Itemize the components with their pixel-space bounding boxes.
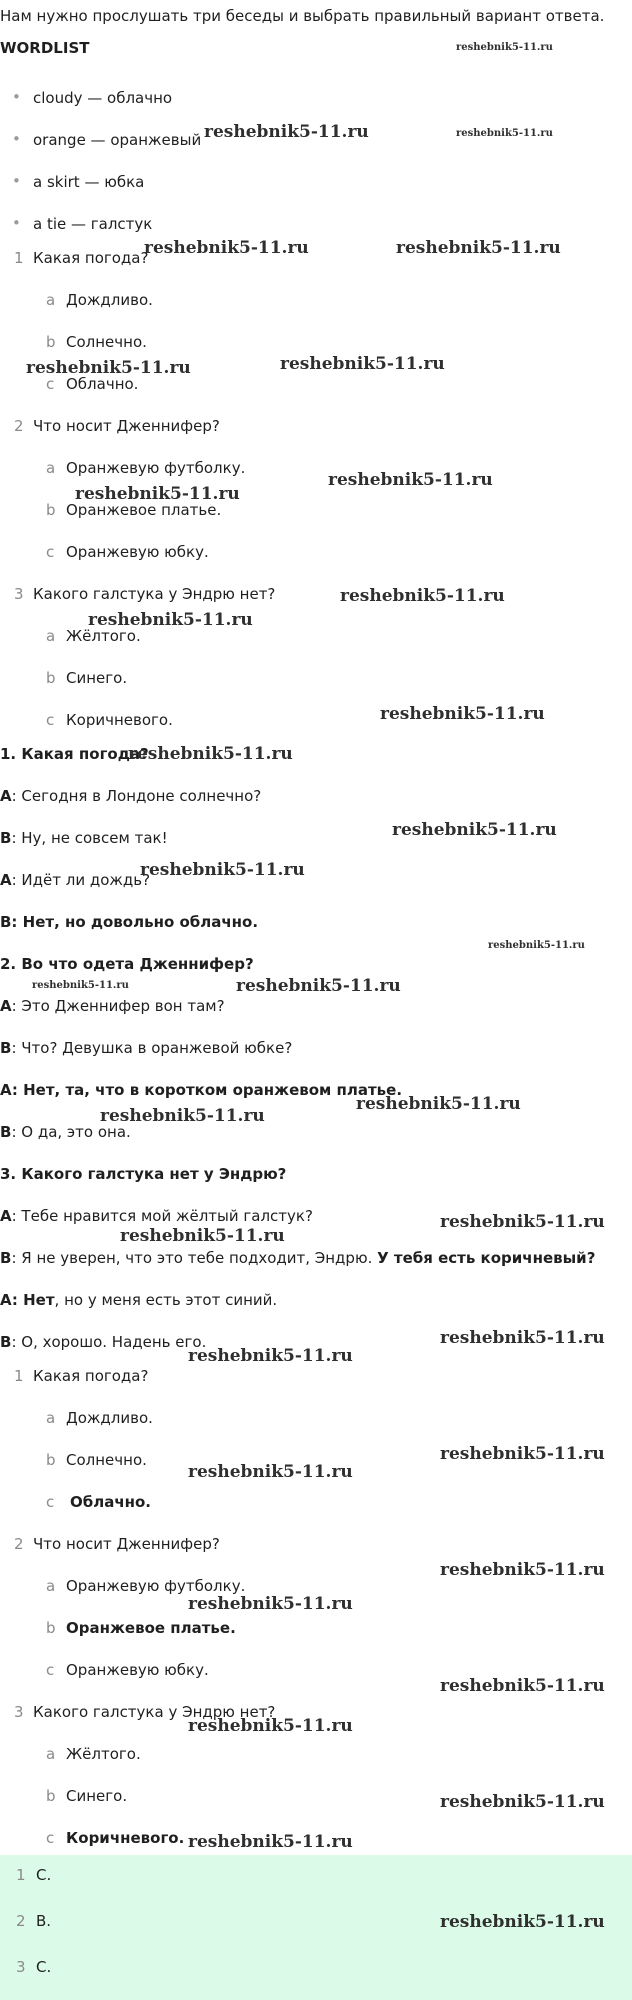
watermark: reshebnik5-11.ru — [440, 1212, 605, 1232]
watermark: reshebnik5-11.ru — [120, 1226, 285, 1246]
watermark: reshebnik5-11.ru — [88, 610, 253, 630]
speaker-label: B — [0, 1249, 12, 1267]
line-text: : Идёт ли дождь? — [11, 871, 151, 889]
watermark: reshebnik5-11.ru — [75, 484, 240, 504]
option-letter: b — [46, 1619, 56, 1637]
watermark: reshebnik5-11.ru — [204, 122, 369, 142]
watermark: reshebnik5-11.ru — [144, 238, 309, 258]
line-text: : Я не уверен, что это тебе подходит, Эндрю. — [11, 1249, 378, 1267]
option-letter: b — [46, 1787, 56, 1805]
option-letter: c — [46, 1661, 55, 1679]
question-text: Что носит Дженнифер? — [33, 417, 220, 435]
option-letter: a — [46, 627, 56, 645]
option-text: Дождливо. — [66, 291, 153, 309]
watermark: reshebnik5-11.ru — [392, 820, 557, 840]
option-text: Оранжевую юбку. — [66, 1661, 209, 1679]
dialogue-line — [0, 1206, 313, 1226]
question-number: 2 — [14, 1535, 24, 1553]
option-text: Облачно. — [66, 375, 139, 393]
option-letter: c — [46, 1829, 55, 1847]
speaker-label: A — [0, 871, 12, 889]
option-letter: a — [46, 459, 56, 477]
option-text: Оранжевую юбку. — [66, 543, 209, 561]
answer-number: 1 — [16, 1866, 26, 1884]
line-text: : Ну, не совсем так! — [11, 829, 168, 847]
watermark: reshebnik5-11.ru — [440, 1328, 605, 1348]
speaker-label: B — [0, 829, 12, 847]
option-letter: c — [46, 1493, 55, 1511]
wordlist-item: cloudy — облачно — [33, 89, 173, 107]
question-text: Что носит Дженнифер? — [33, 1535, 220, 1553]
line-text: : О да, это она. — [11, 1123, 131, 1141]
option-text: Солнечно. — [66, 333, 147, 351]
question-text: Какая погода? — [33, 1367, 149, 1385]
watermark: reshebnik5-11.ru — [456, 128, 553, 139]
answer-text: B. — [36, 1912, 52, 1930]
option-letter: b — [46, 1451, 56, 1469]
question-text: Какая погода? — [33, 249, 149, 267]
speaker-label: A — [0, 1207, 12, 1225]
option-letter: a — [46, 1745, 56, 1763]
question-text: Какого галстука у Эндрю нет? — [33, 1703, 276, 1721]
option-text-correct: Облачно. — [70, 1493, 151, 1511]
watermark: reshebnik5-11.ru — [128, 744, 293, 764]
dialogue-line — [0, 1332, 206, 1352]
watermark: reshebnik5-11.ru — [440, 1444, 605, 1464]
option-text: Синего. — [66, 669, 128, 687]
watermark: reshebnik5-11.ru — [188, 1716, 353, 1736]
wordlist-title: WORDLIST — [0, 39, 90, 57]
bullet-icon: • — [12, 130, 21, 148]
dialogue-line — [0, 1038, 292, 1058]
dialogue-line — [0, 1248, 595, 1268]
watermark: reshebnik5-11.ru — [440, 1560, 605, 1580]
watermark: reshebnik5-11.ru — [440, 1676, 605, 1696]
option-text: Оранжевую футболку. — [66, 459, 246, 477]
dialogue-line — [0, 870, 150, 890]
bullet-icon: • — [12, 88, 21, 106]
bullet-icon: • — [12, 214, 21, 232]
watermark: reshebnik5-11.ru — [380, 704, 545, 724]
option-text-correct: Оранжевое платье. — [66, 1619, 236, 1637]
option-text: Дождливо. — [66, 1409, 153, 1427]
bullet-icon: • — [12, 172, 21, 190]
line-text: : Это Дженнифер вон там? — [11, 997, 225, 1015]
answer-text: C. — [36, 1866, 52, 1884]
line-text-bold: У тебя есть коричневый? — [377, 1249, 596, 1267]
answer-number: 2 — [16, 1912, 26, 1930]
watermark: reshebnik5-11.ru — [140, 860, 305, 880]
watermark: reshebnik5-11.ru — [456, 42, 553, 53]
answer-text: C. — [36, 1958, 52, 1976]
question-number: 1 — [14, 1367, 24, 1385]
answer-number: 3 — [16, 1958, 26, 1976]
watermark: reshebnik5-11.ru — [32, 980, 129, 991]
watermark: reshebnik5-11.ru — [396, 238, 561, 258]
option-letter: c — [46, 375, 55, 393]
speaker-label: B — [0, 1123, 12, 1141]
speaker-label: A — [0, 787, 12, 805]
dialogue-line: A: Нет, та, что в коротком оранжевом платье. — [0, 1081, 403, 1099]
line-text: : Что? Девушка в оранжевой юбке? — [11, 1039, 293, 1057]
option-text: Коричневого. — [66, 711, 173, 729]
watermark: reshebnik5-11.ru — [356, 1094, 521, 1114]
watermark: reshebnik5-11.ru — [188, 1462, 353, 1482]
line-text: : О, хорошо. Надень его. — [11, 1333, 207, 1351]
watermark: reshebnik5-11.ru — [26, 358, 191, 378]
option-text-correct: Коричневого. — [66, 1829, 185, 1847]
watermark: reshebnik5-11.ru — [440, 1912, 605, 1932]
question-number: 2 — [14, 417, 24, 435]
option-text: Оранжевую футболку. — [66, 1577, 246, 1595]
watermark: reshebnik5-11.ru — [188, 1346, 353, 1366]
watermark: reshebnik5-11.ru — [188, 1594, 353, 1614]
wordlist-item: a tie — галстук — [33, 215, 153, 233]
dialogue-line — [0, 996, 225, 1016]
option-letter: a — [46, 291, 56, 309]
watermark: reshebnik5-11.ru — [440, 1792, 605, 1812]
wordlist-item: a skirt — юбка — [33, 173, 145, 191]
option-letter: c — [46, 711, 55, 729]
watermark: reshebnik5-11.ru — [488, 940, 585, 951]
line-text-bold: A: Нет — [0, 1291, 55, 1309]
option-letter: c — [46, 543, 55, 561]
dialogue-line — [0, 828, 168, 848]
option-text: Оранжевое платье. — [66, 501, 222, 519]
question-number: 3 — [14, 1703, 24, 1721]
wordlist-item: orange — оранжевый — [33, 131, 202, 149]
line-text: , но у меня есть этот синий. — [54, 1291, 278, 1309]
option-text: Жёлтого. — [66, 627, 141, 645]
question-number: 1 — [14, 249, 24, 267]
dialogue-line: B: Нет, но довольно облачно. — [0, 913, 259, 931]
line-text: : Тебе нравится мой жёлтый галстук? — [11, 1207, 313, 1225]
option-letter: b — [46, 501, 56, 519]
watermark: reshebnik5-11.ru — [188, 1832, 353, 1852]
option-letter: b — [46, 333, 56, 351]
question-text: Какого галстука у Эндрю нет? — [33, 585, 276, 603]
option-text: Солнечно. — [66, 1451, 147, 1469]
watermark: reshebnik5-11.ru — [100, 1106, 265, 1126]
option-letter: a — [46, 1577, 56, 1595]
dialogue-title: 2. Во что одета Дженнифер? — [0, 955, 254, 973]
dialogue-title: 3. Какого галстука нет у Эндрю? — [0, 1165, 287, 1183]
question-number: 3 — [14, 585, 24, 603]
speaker-label: B — [0, 1333, 12, 1351]
watermark: reshebnik5-11.ru — [236, 976, 401, 996]
dialogue-line — [0, 786, 261, 806]
watermark: reshebnik5-11.ru — [328, 470, 493, 490]
option-text: Жёлтого. — [66, 1745, 141, 1763]
intro-text: Нам нужно прослушать три беседы и выбрать правильный вариант ответа. — [0, 7, 605, 25]
watermark: reshebnik5-11.ru — [340, 586, 505, 606]
speaker-label: A — [0, 997, 12, 1015]
option-text: Синего. — [66, 1787, 128, 1805]
dialogue-line — [0, 1290, 277, 1310]
speaker-label: B — [0, 1039, 12, 1057]
option-letter: b — [46, 669, 56, 687]
line-text: : Сегодня в Лондоне солнечно? — [11, 787, 262, 805]
dialogue-title: 1. Какая погода? — [0, 745, 149, 763]
watermark: reshebnik5-11.ru — [280, 354, 445, 374]
option-letter: a — [46, 1409, 56, 1427]
